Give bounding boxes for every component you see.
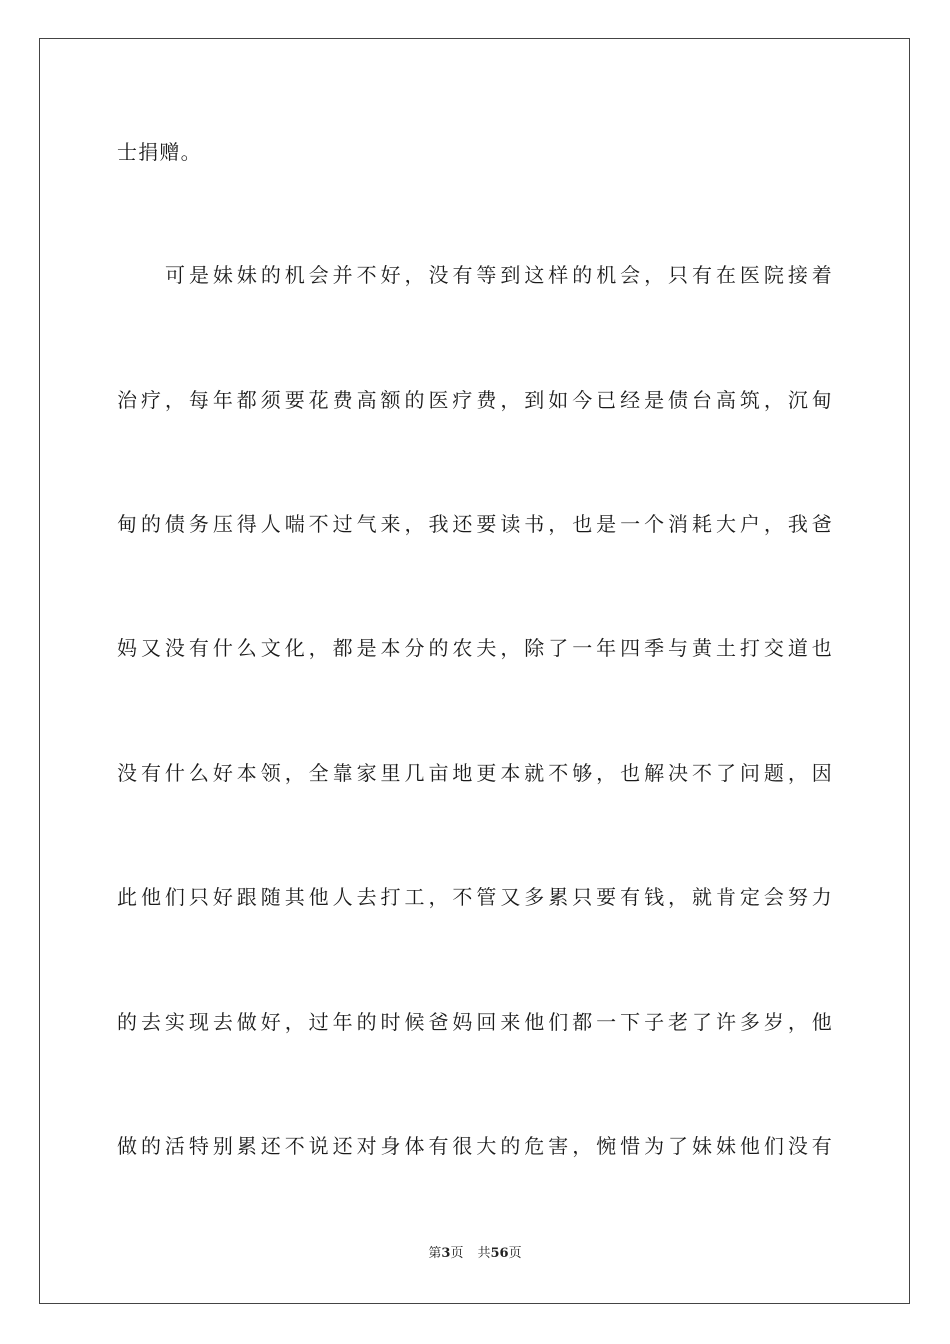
text-line: 治疗，每年都须要花费高额的医疗费，到如今已经是债台高筑，沉甸 [117,388,833,412]
page-footer [0,1245,950,1263]
total-prefix: 共 [477,1246,491,1261]
text-line: 甸的债务压得人喘不过气来，我还要读书，也是一个消耗大户，我爸 [117,512,833,536]
page-number: 3 [441,1246,451,1261]
total-suffix: 页 [508,1246,522,1261]
text-line: 士捐赠。 [117,140,202,164]
text-line: 没有什么好本领，全靠家里几亩地更本就不够，也解决不了问题，因 [117,761,833,785]
text-line: 的去实现去做好，过年的时候爸妈回来他们都一下子老了许多岁，他 [117,1010,833,1034]
text-line: 此他们只好跟随其他人去打工，不管又多累只要有钱，就肯定会努力 [117,885,833,909]
paragraph-first-line: 可是妹妹的机会并不好，没有等到这样的机会，只有在医院接着 [165,263,833,287]
page-prefix: 第 [428,1246,442,1261]
total-pages: 56 [490,1246,509,1261]
text-line: 做的活特别累还不说还对身体有很大的危害，惋惜为了妹妹他们没有 [117,1134,833,1158]
page-border [39,38,910,1304]
text-line: 妈又没有什么文化，都是本分的农夫，除了一年四季与黄土打交道也 [117,636,833,660]
page-suffix: 页 [450,1246,464,1261]
